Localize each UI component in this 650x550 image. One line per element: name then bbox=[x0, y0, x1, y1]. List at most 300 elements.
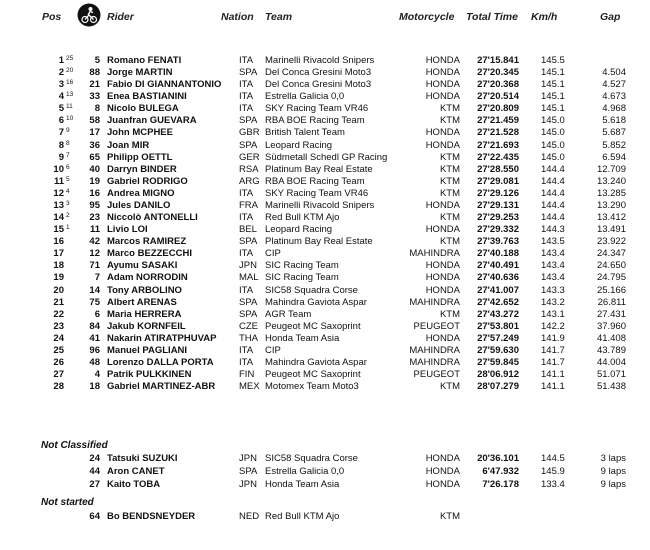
cell-rider-name: John MCPHEE bbox=[107, 127, 173, 138]
cell-position: 24 bbox=[53, 333, 64, 344]
cell-total-time: 27'20.514 bbox=[477, 91, 519, 102]
cell-nation: CZE bbox=[239, 321, 258, 332]
cell-gap: 4.968 bbox=[602, 103, 626, 114]
cell-points: 2 bbox=[66, 212, 70, 219]
result-row bbox=[0, 224, 650, 236]
cell-speed-kmh: 144.5 bbox=[541, 453, 565, 464]
cell-rider-name: Jakub KORNFEIL bbox=[107, 321, 186, 332]
cell-total-time: 27'29.253 bbox=[477, 212, 519, 223]
result-row bbox=[0, 381, 650, 393]
cell-team: SKY Racing Team VR46 bbox=[265, 188, 369, 199]
cell-motorcycle: HONDA bbox=[425, 272, 460, 283]
cell-team: British Talent Team bbox=[265, 127, 345, 138]
result-row bbox=[0, 453, 650, 465]
cell-rider-name: Gabriel MARTINEZ-ABR bbox=[107, 381, 216, 392]
cell-gap: 44.004 bbox=[596, 357, 626, 368]
cell-team: CIP bbox=[265, 345, 281, 356]
cell-rider-number: 21 bbox=[89, 79, 100, 90]
result-row bbox=[0, 140, 650, 152]
cell-rider-name: Marcos RAMIREZ bbox=[107, 236, 187, 247]
cell-rider-name: Patrik PULKKINEN bbox=[107, 369, 192, 380]
result-row bbox=[0, 176, 650, 188]
cell-total-time: 27'15.841 bbox=[477, 55, 519, 66]
cell-team: Platinum Bay Real Estate bbox=[265, 164, 373, 175]
cell-total-time: 27'29.332 bbox=[477, 224, 519, 235]
cell-total-time: 27'20.809 bbox=[477, 103, 519, 114]
cell-team: SIC Racing Team bbox=[265, 260, 339, 271]
cell-position: 28 bbox=[53, 381, 64, 392]
cell-gap: 3 laps bbox=[600, 453, 626, 464]
result-row bbox=[0, 285, 650, 297]
cell-motorcycle: KTM bbox=[439, 381, 460, 392]
result-row bbox=[0, 103, 650, 115]
cell-nation: ITA bbox=[239, 91, 254, 102]
cell-total-time: 27'39.763 bbox=[477, 236, 519, 247]
cell-team: SIC Racing Team bbox=[265, 272, 339, 283]
cell-team: Estrella Galicia 0,0 bbox=[265, 91, 345, 102]
cell-gap: 27.431 bbox=[596, 309, 626, 320]
cell-total-time: 27'29.126 bbox=[477, 188, 519, 199]
cell-rider-number: 4 bbox=[94, 369, 100, 380]
cell-position: 7 bbox=[58, 127, 64, 138]
cell-motorcycle: KTM bbox=[439, 176, 460, 187]
cell-rider-name: Nakarin ATIRATPHUVAP bbox=[107, 333, 217, 344]
result-row bbox=[0, 357, 650, 369]
cell-gap: 51.438 bbox=[596, 381, 626, 392]
cell-nation: BEL bbox=[239, 224, 257, 235]
cell-rider-number: 95 bbox=[89, 200, 100, 211]
cell-team: Mahindra Gaviota Aspar bbox=[265, 297, 367, 308]
cell-rider-number: 96 bbox=[89, 345, 100, 356]
header-rider: Rider bbox=[107, 11, 134, 23]
cell-nation: THA bbox=[239, 333, 258, 344]
cell-points: 11 bbox=[66, 103, 73, 110]
cell-rider-number: 7 bbox=[94, 272, 100, 283]
cell-nation: MEX bbox=[239, 381, 260, 392]
cell-speed-kmh: 141.7 bbox=[541, 357, 565, 368]
cell-nation: RSA bbox=[239, 164, 259, 175]
cell-gap: 37.960 bbox=[596, 321, 626, 332]
cell-nation: JPN bbox=[239, 453, 257, 464]
cell-total-time: 27'43.272 bbox=[477, 309, 519, 320]
cell-team: Marinelli Rivacold Snipers bbox=[265, 200, 375, 211]
cell-gap: 24.347 bbox=[596, 248, 626, 259]
cell-team: SIC58 Squadra Corse bbox=[265, 285, 358, 296]
cell-gap: 26.811 bbox=[597, 297, 626, 308]
cell-gap: 4.527 bbox=[602, 79, 626, 90]
cell-motorcycle: HONDA bbox=[425, 79, 460, 90]
cell-gap: 24.650 bbox=[596, 260, 626, 271]
cell-rider-name: Bo BENDSNEYDER bbox=[107, 511, 196, 522]
cell-team: Südmetall Schedl GP Racing bbox=[265, 152, 388, 163]
cell-rider-number: 88 bbox=[89, 67, 100, 78]
cell-gap: 43.789 bbox=[596, 345, 626, 356]
cell-motorcycle: KTM bbox=[439, 103, 460, 114]
cell-speed-kmh: 145.5 bbox=[541, 55, 565, 66]
cell-motorcycle: HONDA bbox=[425, 55, 460, 66]
cell-speed-kmh: 144.4 bbox=[541, 188, 565, 199]
cell-nation: NED bbox=[239, 511, 260, 522]
result-row bbox=[0, 91, 650, 103]
cell-speed-kmh: 141.1 bbox=[541, 369, 565, 380]
result-row bbox=[0, 212, 650, 224]
cell-rider-name: Albert ARENAS bbox=[107, 297, 177, 308]
cell-rider-number: 5 bbox=[94, 55, 100, 66]
cell-nation: FIN bbox=[239, 369, 255, 380]
cell-rider-name: Tatsuki SUZUKI bbox=[107, 453, 178, 464]
cell-total-time: 27'22.435 bbox=[477, 152, 519, 163]
cell-speed-kmh: 141.9 bbox=[541, 333, 565, 344]
cell-speed-kmh: 144.4 bbox=[541, 212, 565, 223]
cell-nation: ITA bbox=[239, 248, 254, 259]
cell-rider-number: 11 bbox=[89, 224, 100, 235]
cell-position: 16 bbox=[53, 236, 64, 247]
cell-total-time: 6'47.932 bbox=[482, 466, 519, 477]
cell-points: 13 bbox=[66, 91, 74, 98]
cell-rider-name: Ayumu SASAKI bbox=[107, 260, 178, 271]
cell-position: 25 bbox=[53, 345, 64, 356]
cell-gap: 23.922 bbox=[596, 236, 626, 247]
cell-position: 9 bbox=[58, 152, 64, 163]
cell-gap: 41.408 bbox=[596, 333, 626, 344]
cell-rider-number: 42 bbox=[89, 236, 100, 247]
cell-team: AGR Team bbox=[265, 309, 312, 320]
result-row bbox=[0, 333, 650, 345]
cell-team: Peugeot MC Saxoprint bbox=[265, 369, 361, 380]
cell-rider-number: 40 bbox=[89, 164, 100, 175]
cell-total-time: 27'40.636 bbox=[477, 272, 519, 283]
cell-nation: SPA bbox=[239, 309, 258, 320]
cell-points: 6 bbox=[66, 164, 70, 171]
cell-nation: JPN bbox=[239, 479, 257, 490]
cell-total-time: 27'59.630 bbox=[477, 345, 519, 356]
cell-motorcycle: HONDA bbox=[425, 140, 460, 151]
header-pos: Pos bbox=[42, 11, 62, 23]
cell-rider-name: Kaito TOBA bbox=[107, 479, 161, 490]
cell-motorcycle: HONDA bbox=[425, 479, 460, 490]
cell-nation: MAL bbox=[239, 272, 259, 283]
cell-gap: 13.240 bbox=[596, 176, 626, 187]
cell-team: Peugeot MC Saxoprint bbox=[265, 321, 361, 332]
cell-rider-number: 33 bbox=[89, 91, 100, 102]
cell-rider-name: Joan MIR bbox=[107, 140, 150, 151]
cell-rider-name: Jules DANILO bbox=[107, 200, 171, 211]
cell-speed-kmh: 133.4 bbox=[541, 479, 565, 490]
result-row bbox=[0, 79, 650, 91]
cell-gap: 6.594 bbox=[602, 152, 626, 163]
cell-nation: GER bbox=[239, 152, 260, 163]
cell-nation: JPN bbox=[239, 260, 257, 271]
cell-motorcycle: HONDA bbox=[425, 224, 460, 235]
cell-gap: 12.709 bbox=[596, 164, 626, 175]
header-gap: Gap bbox=[600, 11, 621, 23]
cell-motorcycle: KTM bbox=[439, 164, 460, 175]
cell-team: Platinum Bay Real Estate bbox=[265, 236, 373, 247]
cell-rider-name: Enea BASTIANINI bbox=[107, 91, 187, 102]
cell-gap: 5.852 bbox=[602, 140, 626, 151]
result-row bbox=[0, 236, 650, 248]
cell-team: CIP bbox=[265, 248, 281, 259]
cell-rider-number: 64 bbox=[89, 511, 100, 522]
cell-rider-number: 17 bbox=[89, 127, 100, 138]
cell-position: 13 bbox=[53, 200, 64, 211]
cell-rider-number: 58 bbox=[89, 115, 100, 126]
cell-total-time: 28'07.279 bbox=[477, 381, 519, 392]
cell-nation: SPA bbox=[239, 115, 258, 126]
cell-rider-name: Juanfran GUEVARA bbox=[107, 115, 197, 126]
cell-nation: SPA bbox=[239, 67, 258, 78]
cell-total-time: 27'59.845 bbox=[477, 357, 519, 368]
cell-points: 10 bbox=[66, 115, 74, 122]
cell-motorcycle: HONDA bbox=[425, 453, 460, 464]
cell-total-time: 28'06.912 bbox=[477, 369, 519, 380]
cell-rider-name: Philipp OETTL bbox=[107, 152, 173, 163]
cell-points: 1 bbox=[66, 224, 70, 231]
cell-points: 16 bbox=[66, 79, 74, 86]
cell-speed-kmh: 145.1 bbox=[541, 67, 565, 78]
cell-motorcycle: KTM bbox=[439, 212, 460, 223]
cell-total-time: 27'41.007 bbox=[477, 285, 519, 296]
cell-speed-kmh: 145.0 bbox=[541, 127, 565, 138]
cell-points: 5 bbox=[66, 176, 70, 183]
cell-rider-number: 48 bbox=[89, 357, 100, 368]
cell-team: Red Bull KTM Ajo bbox=[265, 212, 340, 223]
cell-rider-name: Jorge MARTIN bbox=[107, 67, 173, 78]
cell-speed-kmh: 143.1 bbox=[541, 309, 565, 320]
cell-speed-kmh: 145.0 bbox=[541, 140, 565, 151]
cell-rider-name: Tony ARBOLINO bbox=[107, 285, 182, 296]
result-row bbox=[0, 55, 650, 67]
cell-speed-kmh: 143.2 bbox=[541, 297, 565, 308]
cell-total-time: 27'20.345 bbox=[477, 67, 519, 78]
cell-motorcycle: PEUGEOT bbox=[413, 321, 460, 332]
cell-nation: ITA bbox=[239, 345, 254, 356]
cell-position: 5 bbox=[58, 103, 64, 114]
cell-motorcycle: HONDA bbox=[425, 67, 460, 78]
result-row bbox=[0, 67, 650, 79]
cell-rider-number: 44 bbox=[89, 466, 100, 477]
cell-speed-kmh: 144.4 bbox=[541, 164, 565, 175]
cell-rider-name: Romano FENATI bbox=[107, 55, 182, 66]
cell-speed-kmh: 145.1 bbox=[541, 103, 565, 114]
cell-speed-kmh: 143.5 bbox=[541, 236, 565, 247]
cell-rider-number: 14 bbox=[89, 285, 100, 296]
cell-total-time: 27'40.188 bbox=[477, 248, 519, 259]
cell-points: 9 bbox=[66, 127, 70, 134]
cell-motorcycle: MAHINDRA bbox=[409, 248, 460, 259]
cell-position: 27 bbox=[53, 369, 64, 380]
cell-speed-kmh: 144.3 bbox=[541, 224, 565, 235]
cell-nation: SPA bbox=[239, 236, 258, 247]
result-row bbox=[0, 321, 650, 333]
cell-rider-number: 84 bbox=[89, 321, 100, 332]
cell-position: 8 bbox=[58, 140, 64, 151]
cell-speed-kmh: 141.7 bbox=[541, 345, 565, 356]
cell-rider-name: Andrea MIGNO bbox=[107, 188, 175, 199]
result-row bbox=[0, 260, 650, 272]
result-row bbox=[0, 466, 650, 478]
cell-rider-number: 71 bbox=[89, 260, 100, 271]
cell-nation: ITA bbox=[239, 357, 254, 368]
cell-position: 10 bbox=[53, 164, 64, 175]
cell-nation: SPA bbox=[239, 140, 258, 151]
result-row bbox=[0, 309, 650, 321]
cell-motorcycle: MAHINDRA bbox=[409, 345, 460, 356]
cell-team: Del Conca Gresini Moto3 bbox=[265, 79, 372, 90]
cell-motorcycle: HONDA bbox=[425, 285, 460, 296]
cell-team: Red Bull KTM Ajo bbox=[265, 511, 340, 522]
cell-team: Honda Team Asia bbox=[265, 479, 340, 490]
cell-motorcycle: HONDA bbox=[425, 127, 460, 138]
cell-motorcycle: HONDA bbox=[425, 260, 460, 271]
cell-position: 4 bbox=[58, 91, 64, 102]
cell-team: Estrella Galicia 0,0 bbox=[265, 466, 345, 477]
cell-rider-number: 23 bbox=[89, 212, 100, 223]
cell-rider-number: 8 bbox=[94, 103, 100, 114]
cell-rider-name: Manuel PAGLIANI bbox=[107, 345, 188, 356]
cell-rider-number: 19 bbox=[89, 176, 100, 187]
cell-team: Leopard Racing bbox=[265, 140, 333, 151]
cell-rider-name: Nicolo BULEGA bbox=[107, 103, 179, 114]
cell-team: Del Conca Gresini Moto3 bbox=[265, 67, 372, 78]
cell-rider-number: 12 bbox=[89, 248, 100, 259]
cell-rider-name: Gabriel RODRIGO bbox=[107, 176, 188, 187]
cell-gap: 51.071 bbox=[596, 369, 626, 380]
cell-total-time: 27'53.801 bbox=[477, 321, 519, 332]
result-row bbox=[0, 511, 650, 523]
cell-team: RBA BOE Racing Team bbox=[265, 115, 365, 126]
cell-team: Motomex Team Moto3 bbox=[265, 381, 359, 392]
header-total-time: Total Time bbox=[466, 11, 518, 23]
cell-speed-kmh: 145.9 bbox=[541, 466, 565, 477]
cell-speed-kmh: 143.4 bbox=[541, 248, 565, 259]
cell-points: 4 bbox=[66, 188, 70, 195]
cell-nation: ITA bbox=[239, 212, 254, 223]
cell-team: Leopard Racing bbox=[265, 224, 333, 235]
cell-total-time: 27'57.249 bbox=[477, 333, 519, 344]
cell-gap: 9 laps bbox=[600, 479, 626, 490]
cell-motorcycle: HONDA bbox=[425, 333, 460, 344]
result-row bbox=[0, 164, 650, 176]
cell-gap: 13.285 bbox=[596, 188, 626, 199]
cell-team: Mahindra Gaviota Aspar bbox=[265, 357, 367, 368]
cell-position: 15 bbox=[53, 224, 64, 235]
cell-speed-kmh: 145.1 bbox=[541, 79, 565, 90]
result-row bbox=[0, 152, 650, 164]
header-team: Team bbox=[265, 11, 293, 23]
cell-total-time: 27'29.131 bbox=[477, 200, 519, 211]
result-row bbox=[0, 297, 650, 309]
cell-position: 18 bbox=[53, 260, 64, 271]
cell-motorcycle: MAHINDRA bbox=[409, 297, 460, 308]
section-title: Not started bbox=[41, 497, 94, 508]
cell-gap: 4.673 bbox=[602, 91, 626, 102]
cell-rider-name: Adam NORRODIN bbox=[107, 272, 188, 283]
cell-nation: GBR bbox=[239, 127, 260, 138]
cell-position: 19 bbox=[53, 272, 64, 283]
cell-team: SKY Racing Team VR46 bbox=[265, 103, 369, 114]
cell-points: 20 bbox=[66, 67, 74, 74]
cell-points: 7 bbox=[66, 152, 70, 159]
cell-speed-kmh: 143.3 bbox=[541, 285, 565, 296]
cell-rider-name: Livio LOI bbox=[107, 224, 148, 235]
cell-position: 1 bbox=[58, 55, 64, 66]
cell-rider-number: 16 bbox=[89, 188, 100, 199]
cell-motorcycle: KTM bbox=[439, 309, 460, 320]
motorcycle-rider-icon bbox=[77, 3, 101, 27]
cell-motorcycle: PEUGEOT bbox=[413, 369, 460, 380]
result-row bbox=[0, 115, 650, 127]
cell-rider-name: Fabio DI GIANNANTONIO bbox=[107, 79, 222, 90]
cell-gap: 5.687 bbox=[602, 127, 626, 138]
cell-position: 21 bbox=[53, 297, 64, 308]
cell-position: 26 bbox=[53, 357, 64, 368]
cell-motorcycle: KTM bbox=[439, 236, 460, 247]
cell-speed-kmh: 145.1 bbox=[541, 91, 565, 102]
cell-nation: ITA bbox=[239, 55, 254, 66]
cell-speed-kmh: 143.4 bbox=[541, 260, 565, 271]
cell-speed-kmh: 145.0 bbox=[541, 152, 565, 163]
cell-nation: ITA bbox=[239, 188, 254, 199]
cell-team: Marinelli Rivacold Snipers bbox=[265, 55, 375, 66]
cell-rider-name: Aron CANET bbox=[107, 466, 165, 477]
cell-points: 25 bbox=[66, 55, 74, 62]
cell-nation: SPA bbox=[239, 466, 258, 477]
cell-position: 11 bbox=[53, 176, 64, 187]
header-kmh: Km/h bbox=[531, 11, 558, 23]
result-row bbox=[0, 345, 650, 357]
result-row bbox=[0, 369, 650, 381]
cell-nation: SPA bbox=[239, 297, 258, 308]
cell-motorcycle: KTM bbox=[439, 115, 460, 126]
cell-gap: 13.491 bbox=[596, 224, 626, 235]
cell-rider-name: Lorenzo DALLA PORTA bbox=[107, 357, 214, 368]
header-nation: Nation bbox=[221, 11, 254, 23]
cell-gap: 9 laps bbox=[600, 466, 626, 477]
cell-position: 20 bbox=[53, 285, 64, 296]
cell-gap: 25.166 bbox=[596, 285, 626, 296]
cell-rider-number: 75 bbox=[89, 297, 100, 308]
cell-total-time: 27'42.652 bbox=[477, 297, 519, 308]
result-row bbox=[0, 127, 650, 139]
cell-speed-kmh: 145.0 bbox=[541, 115, 565, 126]
cell-team: SIC58 Squadra Corse bbox=[265, 453, 358, 464]
cell-gap: 24.795 bbox=[596, 272, 626, 283]
cell-motorcycle: HONDA bbox=[425, 466, 460, 477]
cell-speed-kmh: 141.1 bbox=[541, 381, 565, 392]
cell-motorcycle: HONDA bbox=[425, 200, 460, 211]
cell-nation: FRA bbox=[239, 200, 258, 211]
cell-rider-number: 18 bbox=[89, 381, 100, 392]
cell-gap: 13.412 bbox=[596, 212, 626, 223]
cell-position: 22 bbox=[53, 309, 64, 320]
cell-position: 17 bbox=[53, 248, 64, 259]
cell-total-time: 27'21.693 bbox=[477, 140, 519, 151]
cell-position: 12 bbox=[53, 188, 64, 199]
cell-motorcycle: KTM bbox=[439, 511, 460, 522]
cell-total-time: 27'21.459 bbox=[477, 115, 519, 126]
cell-rider-number: 27 bbox=[89, 479, 100, 490]
cell-position: 3 bbox=[58, 79, 64, 90]
cell-speed-kmh: 143.4 bbox=[541, 272, 565, 283]
cell-gap: 13.290 bbox=[596, 200, 626, 211]
cell-total-time: 27'29.081 bbox=[477, 176, 519, 187]
cell-total-time: 27'40.491 bbox=[477, 260, 519, 271]
cell-nation: ITA bbox=[239, 79, 254, 90]
cell-total-time: 7'26.178 bbox=[482, 479, 519, 490]
cell-rider-number: 65 bbox=[89, 152, 100, 163]
cell-nation: ARG bbox=[239, 176, 260, 187]
